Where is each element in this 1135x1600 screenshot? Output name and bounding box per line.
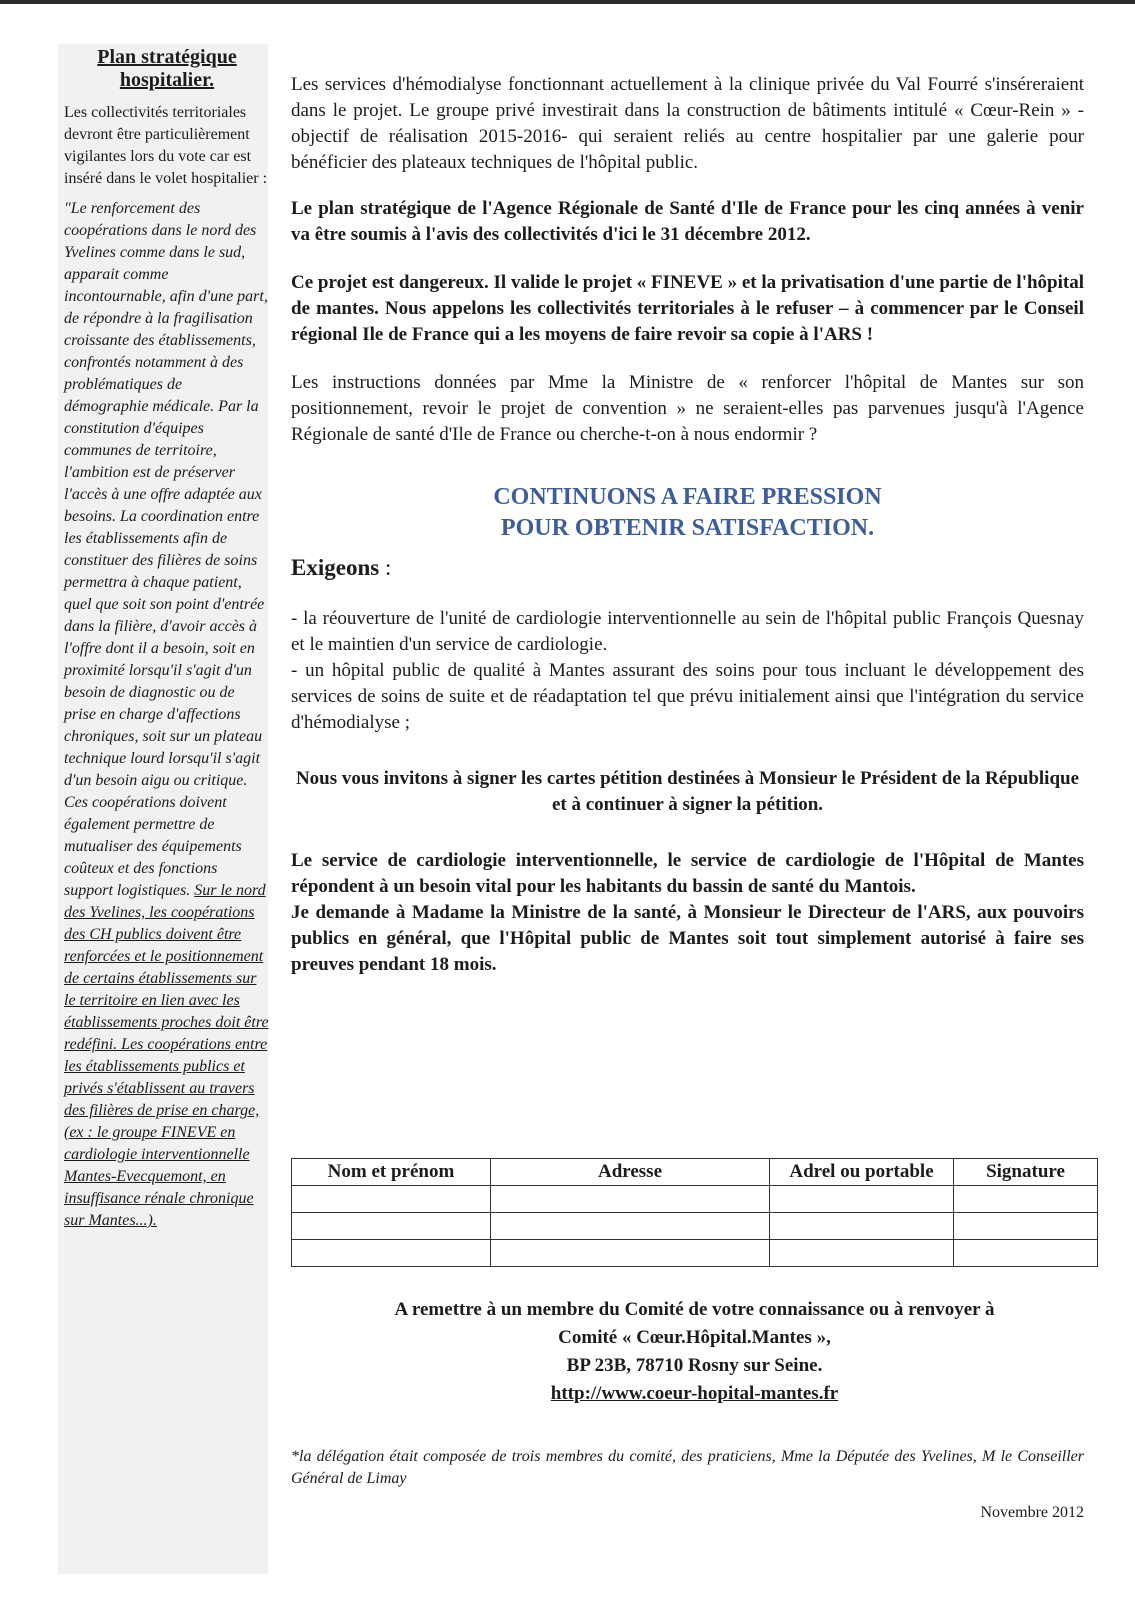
cell-signature[interactable] (954, 1186, 1098, 1213)
sidebar-quote-text: "Le renforcement des coopérations dans le nord des Yvelines comme dans le sud, apparait comme incontournable, afin d'une part, de répondre à la fragilisation croissante des établissements, confrontés notamment à des problématiques de démographie médicale. Par la constitution d'équipes communes de territoire, l'ambition est de préserver l'accès à une offre adaptée aux besoins. La coordination entre les établissements afin de constituer des filières de soins permettra à chaque patient, quel que soit son point d'entrée dans la filière, d'avoir accès à l'offre dont il a besoin, soit en proximité lorsqu'il s'agit d'un besoin de diagnostic ou de prise en charge d'affections chroniques, soit sur un plateau technique lourd lorsqu'il s'agit d'un besoin aigu ou critique. Ces coopérations doivent également permettre de mutualiser des équipements coûteux et des fonctions support logistiques. (64, 200, 268, 899)
cell-adresse[interactable] (491, 1213, 770, 1240)
cell-adresse[interactable] (491, 1186, 770, 1213)
cell-signature[interactable] (954, 1213, 1098, 1240)
cell-contact[interactable] (770, 1186, 954, 1213)
main-column (291, 72, 1084, 978)
demand-hopital-public: - un hôpital public de qualité à Mantes assurant des soins pour tous incluant le développement des services de soins de suite et de réadaptation tel que prévu initialement ainsi que l'intégration du service d'hémodialyse ; (291, 660, 1084, 733)
column-header-nom: Nom et prénom (292, 1159, 491, 1186)
website-link[interactable]: http://www.coeur-hopital-mantes.fr (550, 1383, 839, 1404)
return-line-2: Comité « Cœur.Hôpital.Mantes », (558, 1327, 831, 1348)
callout-heading (291, 482, 1084, 544)
statement-besoin-vital: Le service de cardiologie interventionnelle, le service de cardiologie de l'Hôpital de Mantes répondent à un besoin vital pour les habitants du bassin de santé du Mantois. (291, 850, 1084, 897)
paragraph-plan-strategique: Le plan stratégique de l'Agence Régionale de Santé d'Ile de France pour les cinq années à venir va être soumis à l'avis des collectivités d'ici le 31 décembre 2012. (291, 198, 1084, 245)
callout-line-2: POUR OBTENIR SATISFACTION. (500, 515, 875, 541)
sidebar-quote-underlined: Sur le nord des Yvelines, les coopérations des CH publics doivent être renforcées et le positionnement de certains établissements sur le territoire en lien avec les établissements proches doit être redéfini. Les coopérations entre les établissements publics et privés s'établissent au travers des filières de prise en charge, (ex : le groupe FINEVE en cardiologie interventionnelle Mantes-Evecquemont, en insuffisance rénale chronique sur Mantes...). (64, 882, 269, 1229)
cell-nom[interactable] (292, 1240, 491, 1267)
sidebar-panel (58, 44, 268, 1574)
exigeons-heading (291, 554, 1084, 582)
exigeons-word: Exigeons (291, 555, 380, 580)
petition-invitation: Nous vous invitons à signer les cartes pétition destinées à Monsieur le Président de la République et à continuer à signer la pétition. (295, 768, 1080, 815)
exigeons-colon: : (379, 555, 392, 580)
column-header-contact: Adrel ou portable (770, 1159, 954, 1186)
cell-signature[interactable] (954, 1240, 1098, 1267)
sidebar-intro: Les collectivités territoriales devront être particulièrement vigilantes lors du vote car est inséré dans le volet hospitalier : (64, 104, 268, 187)
return-line-3: BP 23B, 78710 Rosny sur Seine. (566, 1355, 823, 1376)
table-row (292, 1240, 1098, 1267)
return-line-1: A remettre à un membre du Comité de votre connaissance ou à renvoyer à (394, 1299, 995, 1320)
cell-contact[interactable] (770, 1213, 954, 1240)
statement-demande: Je demande à Madame la Ministre de la santé, à Monsieur le Directeur de l'ARS, aux pouvoirs publics en général, que l'Hôpital public de Mantes soit tout simplement autorisé à faire ses preuves pendant 18 mois. (291, 902, 1084, 975)
table-row (292, 1213, 1098, 1240)
top-border (0, 0, 1135, 4)
petition-signature-table (291, 1158, 1098, 1267)
paragraph-projet-dangereux: Ce projet est dangereux. Il valide le projet « FINEVE » et la privatisation d'une partie de l'hôpital de mantes. Nous appelons les collectivités territoriales à le refuser – à commencer par le Conseil régional Ile de France qui a les moyens de faire revoir sa copie à l'ARS ! (291, 272, 1084, 345)
return-instructions (291, 1296, 1098, 1408)
cell-adresse[interactable] (491, 1240, 770, 1267)
cell-contact[interactable] (770, 1240, 954, 1267)
document-date: Novembre 2012 (980, 1504, 1084, 1521)
sidebar-title: Plan stratégique hospitalier. (97, 46, 237, 91)
paragraph-hemodialyse: Les services d'hémodialyse fonctionnant actuellement à la clinique privée du Val Fourré s'inséreraient dans le projet. Le groupe privé investirait dans la construction de bâtiments intitulé « Cœur-Rein » -objectif de réalisation 2015-2016- qui seraient reliés au centre hospitalier par une galerie pour bénéficier des plateaux techniques de l'hôpital public. (291, 74, 1084, 173)
column-header-adresse: Adresse (491, 1159, 770, 1186)
callout-line-1: CONTINUONS A FAIRE PRESSION (493, 484, 882, 510)
cell-nom[interactable] (292, 1186, 491, 1213)
paragraph-instructions-ministre: Les instructions données par Mme la Ministre de « renforcer l'hôpital de Mantes sur son positionnement, revoir le projet de convention » ne seraient-elles pas parvenues jusqu'à l'Agence Régionale de santé d'Ile de France ou cherche-t-on à nous endormir ? (291, 372, 1084, 445)
delegation-footnote: *la délégation était composée de trois membres du comité, des praticiens, Mme la Députée des Yvelines, M le Conseiller Général de Limay (291, 1448, 1084, 1487)
table-header-row (292, 1159, 1098, 1186)
cell-nom[interactable] (292, 1213, 491, 1240)
table-row (292, 1186, 1098, 1213)
sidebar-quote (64, 198, 269, 1232)
demand-cardiologie: - la réouverture de l'unité de cardiologie interventionnelle au sein de l'hôpital public François Quesnay et le maintien d'un service de cardiologie. (291, 608, 1084, 655)
column-header-signature: Signature (954, 1159, 1098, 1186)
